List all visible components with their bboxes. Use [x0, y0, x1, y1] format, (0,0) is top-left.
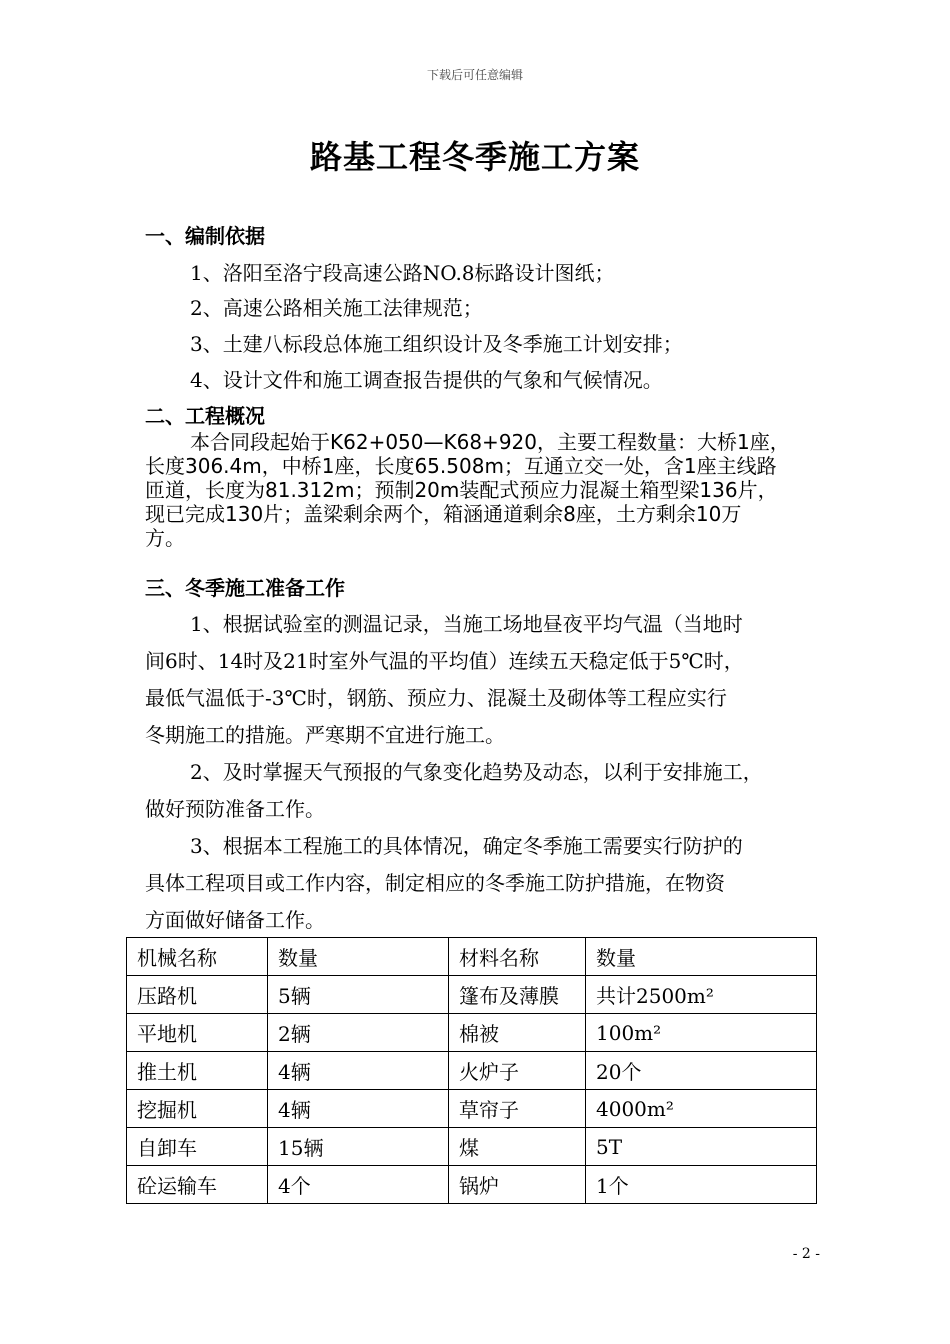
table-cell: 2辆: [268, 1014, 449, 1052]
prep-line-4: 冬期施工的措施。严寒期不宜进行施工。: [145, 723, 505, 747]
header-note: 下载后可任意编辑: [426, 68, 523, 82]
table-cell: 棉被: [449, 1014, 586, 1052]
section-3-heading: 三、冬季施工准备工作: [145, 576, 345, 600]
table-cell: 锅炉: [449, 1166, 586, 1204]
prep-line-7: 3、根据本工程施工的具体情况，确定冬季施工需要实行防护的: [190, 834, 743, 858]
table-cell: 1个: [586, 1166, 817, 1204]
table-cell: 4辆: [268, 1090, 449, 1128]
table-row: [127, 1166, 817, 1204]
section-1-heading: 一、编制依据: [145, 224, 265, 248]
overview-line-3: 匝道，长度为81.312m；预制20m装配式预应力混凝土箱型梁136片，: [145, 478, 778, 502]
table-cell: 煤: [449, 1128, 586, 1166]
basis-item-1: 1、洛阳至洛宁段高速公路NO.8标路设计图纸；: [190, 261, 615, 285]
table-cell: 4个: [268, 1166, 449, 1204]
overview-line-5: 方。: [145, 526, 185, 550]
prep-line-2: 间6时、14时及21时室外气温的平均值）连续五天稳定低于5℃时，: [145, 649, 744, 673]
prep-line-1: 1、根据试验室的测温记录，当施工场地昼夜平均气温（当地时: [190, 612, 743, 636]
table-cell: 火炉子: [449, 1052, 586, 1090]
overview-line-4: 现已完成130片；盖梁剩余两个，箱涵通道剩余8座，土方剩余10万: [145, 502, 742, 526]
header-material-name: 材料名称: [449, 938, 586, 976]
table-cell: 4辆: [268, 1052, 449, 1090]
table-cell: 共计2500m²: [586, 976, 817, 1014]
table-row: [127, 1014, 817, 1052]
prep-line-5: 2、及时掌握天气预报的气象变化趋势及动态，以利于安排施工，: [190, 760, 763, 784]
table-cell: 草帘子: [449, 1090, 586, 1128]
table-cell: 100m²: [586, 1014, 817, 1052]
prep-line-3: 最低气温低于-3℃时，钢筋、预应力、混凝土及砌体等工程应实行: [145, 686, 727, 710]
table-cell: 20个: [586, 1052, 817, 1090]
basis-item-4: 4、设计文件和施工调查报告提供的气象和气候情况。: [190, 368, 663, 392]
table-row: [127, 1090, 817, 1128]
table-cell: 5T: [586, 1128, 817, 1166]
table-row: [127, 1052, 817, 1090]
table-header-row: [127, 938, 817, 976]
basis-item-3: 3、土建八标段总体施工组织设计及冬季施工计划安排；: [190, 332, 683, 356]
table-row: [127, 976, 817, 1014]
header-machine-name: 机械名称: [127, 938, 268, 976]
table-row: [127, 1128, 817, 1166]
document-title: 路基工程冬季施工方案: [309, 138, 640, 176]
overview-line-1: 本合同段起始于K62+050—K68+920，主要工程数量：大桥1座，: [190, 430, 790, 454]
basis-item-2: 2、高速公路相关施工法律规范；: [190, 296, 483, 320]
table-cell: 自卸车: [127, 1128, 268, 1166]
table-cell: 15辆: [268, 1128, 449, 1166]
table-cell: 4000m²: [586, 1090, 817, 1128]
section-2-heading: 二、工程概况: [145, 404, 265, 428]
equipment-materials-table: [126, 937, 817, 1204]
prep-line-6: 做好预防准备工作。: [145, 797, 325, 821]
table-cell: 挖掘机: [127, 1090, 268, 1128]
table-cell: 砼运输车: [127, 1166, 268, 1204]
prep-line-8: 具体工程项目或工作内容，制定相应的冬季施工防护措施，在物资: [145, 871, 725, 895]
header-material-qty: 数量: [586, 938, 817, 976]
table-cell: 篷布及薄膜: [449, 976, 586, 1014]
prep-line-9: 方面做好储备工作。: [145, 908, 325, 932]
page-number: - 2 -: [792, 1246, 820, 1262]
table-cell: 5辆: [268, 976, 449, 1014]
table-cell: 平地机: [127, 1014, 268, 1052]
overview-line-2: 长度306.4m，中桥1座，长度65.508m；互通立交一处，含1座主线路: [145, 454, 777, 478]
header-machine-qty: 数量: [268, 938, 449, 976]
project-overview-paragraph: [145, 430, 805, 550]
table-cell: 推土机: [127, 1052, 268, 1090]
table-cell: 压路机: [127, 976, 268, 1014]
